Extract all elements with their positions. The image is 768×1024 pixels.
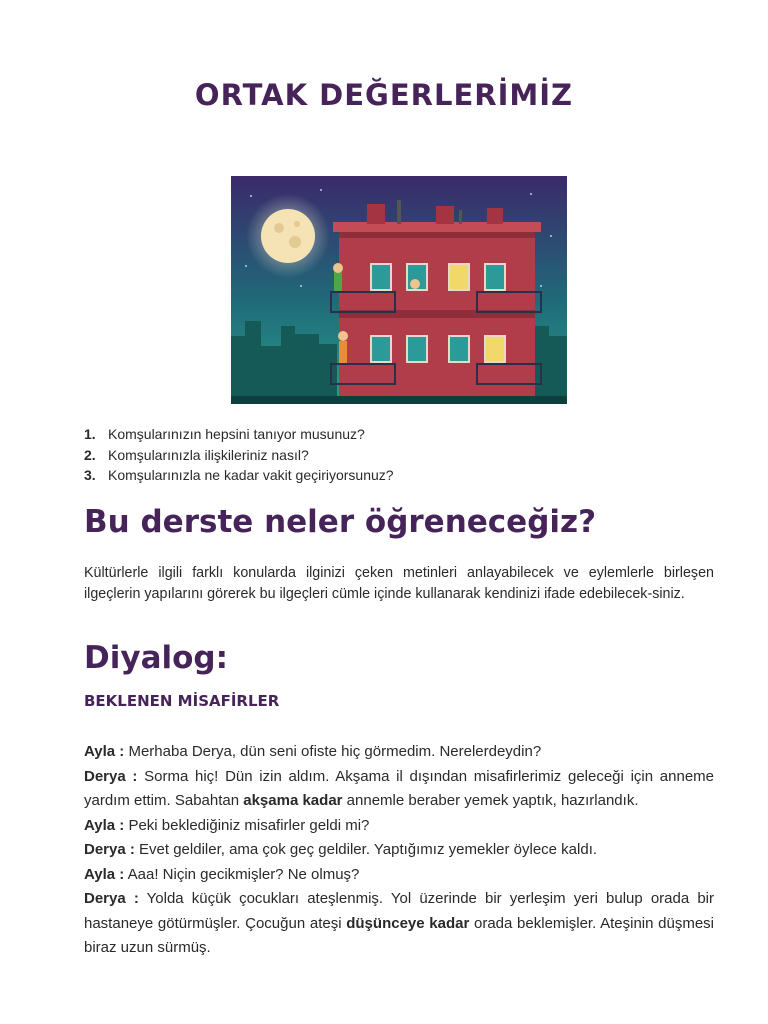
question-number: 2.	[84, 446, 96, 463]
dialog-line	[84, 740, 714, 765]
dialog-text: Merhaba Derya, dün seni ofiste hiç görmedim. Nerelerdeydin?	[124, 743, 542, 760]
dialog-text: annemle beraber yemek yaptık, hazırlandık.	[342, 792, 639, 809]
dialog-text: Yolda küçük çocukları ateşlenmiş. Yol üzerinde bir yerleşim yeri bulup orada bir hastaneye götürmüşler. Çocuğun ateşi	[84, 890, 714, 932]
question-number: 3.	[84, 467, 96, 483]
dialog-text: Evet geldiler, ama çok geç geldiler. Yaptığımız yemekler öylece kaldı.	[134, 841, 598, 858]
speaker-name: Ayla :	[84, 865, 125, 883]
intro-paragraph: Kültürlerle ilgili farklı konularda ilginizi çeken metinleri anlayabilecek ve eylemlerle birleşen ilgeçlerin yapılarını görerek bu ilgeçleri cümle içinde kullanarak kendinizi ifade edebilecek-siniz.	[84, 565, 714, 602]
lesson-heading: Bu derste neler öğreneceğiz?	[84, 504, 597, 540]
dialog-text: orada beklemişler. Ateşinin düşmesi biraz uzun sürmüş.	[84, 914, 715, 956]
list-item	[84, 465, 394, 486]
neighborhood-illustration	[231, 176, 567, 404]
speaker-name: Derya :	[84, 890, 139, 907]
dialog-text: Peki beklediğiniz misafirler geldi mi?	[124, 816, 370, 834]
dialog-heading: Diyalog:	[84, 640, 228, 676]
highlighted-phrase: akşama kadar	[243, 792, 343, 809]
dialog-line	[84, 765, 714, 814]
question-text: Komşularınızla ilişkileriniz nasıl?	[108, 446, 309, 463]
highlighted-phrase: düşünceye kadar	[346, 914, 470, 932]
dialog-title: BEKLENEN MİSAFİRLER	[84, 692, 280, 710]
dialog-line	[84, 838, 714, 863]
question-text: Komşularınızla ne kadar vakit geçiriyorsunuz?	[108, 467, 394, 483]
speaker-name: Derya :	[84, 841, 135, 858]
page-title: ORTAK DEĞERLERİMİZ	[194, 78, 574, 112]
speaker-name: Derya :	[84, 767, 138, 785]
questions-list	[84, 424, 394, 486]
dialog-text: Aaa! Niçin gecikmişler? Ne olmuş?	[124, 865, 360, 883]
dialog-line	[84, 887, 714, 961]
dialog-line	[84, 863, 714, 888]
dialog-text: Sorma hiç! Dün izin aldım. Akşama il dışından misafirlerimiz geleceği için anneme yardım ettim. Sabahtan	[84, 767, 714, 809]
list-item	[84, 424, 394, 445]
question-text: Komşularınızın hepsini tanıyor musunuz?	[108, 426, 365, 442]
list-item	[84, 445, 394, 466]
question-number: 1.	[84, 426, 96, 442]
dialog	[84, 740, 714, 961]
speaker-name: Ayla :	[84, 816, 125, 834]
speaker-name: Ayla :	[84, 743, 125, 760]
dialog-line	[84, 814, 714, 839]
